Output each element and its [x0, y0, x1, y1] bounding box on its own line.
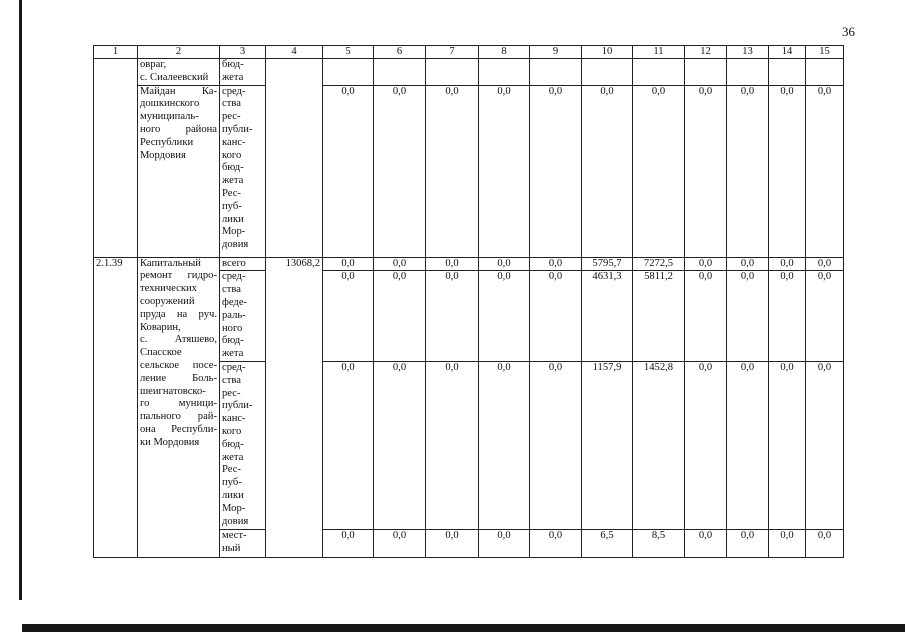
value-cell: 0,0	[323, 529, 374, 557]
source-cell	[220, 361, 266, 529]
value-cell: 0,0	[806, 271, 844, 362]
cell-line: ного	[222, 322, 243, 334]
value-cell	[582, 59, 633, 86]
value-cell: 1157,9	[582, 361, 633, 529]
cell-line: ремонт гидро-	[140, 270, 217, 282]
cell-line: с. Сиалеевский	[140, 71, 209, 83]
value-cell: 0,0	[685, 271, 727, 362]
value-cell	[806, 59, 844, 86]
header-cell: 9	[530, 46, 582, 59]
cell-line: ства	[222, 98, 241, 110]
cell-line: рес-	[222, 111, 241, 123]
value-cell: 0,0	[374, 361, 426, 529]
cell-line: го муници-	[140, 398, 217, 410]
cell-line: публи-	[222, 400, 253, 412]
cell-line: она Республи-	[140, 423, 217, 435]
value-cell: 0,0	[323, 271, 374, 362]
value-cell: 0,0	[685, 529, 727, 557]
header-cell: 1	[94, 46, 138, 59]
value-cell: 0,0	[374, 85, 426, 257]
cell-line: Мор-	[222, 226, 246, 238]
value-cell	[633, 59, 685, 86]
cell-line: Республики	[140, 136, 194, 148]
value-cell: 0,0	[727, 361, 769, 529]
cell-line: пуб-	[222, 200, 242, 212]
item-name-cell	[138, 59, 220, 86]
value-cell: 0,0	[479, 529, 530, 557]
value-cell: 0,0	[426, 257, 479, 271]
value-cell	[685, 59, 727, 86]
header-cell: 8	[479, 46, 530, 59]
cell-line: публи-	[222, 123, 253, 135]
value-cell: 7272,5	[633, 257, 685, 271]
budget-table	[93, 45, 844, 558]
value-cell: 0,0	[727, 257, 769, 271]
value-cell: 0,0	[769, 85, 806, 257]
value-cell: 0,0	[806, 529, 844, 557]
cell-line: всего	[222, 257, 246, 269]
cell-line: сред-	[222, 361, 246, 373]
value-cell: 5811,2	[633, 271, 685, 362]
cell-line: рес-	[222, 387, 241, 399]
value-cell	[323, 59, 374, 86]
value-cell: 0,0	[727, 529, 769, 557]
value-cell: 0,0	[479, 361, 530, 529]
value-cell: 0,0	[530, 529, 582, 557]
value-cell: 0,0	[530, 257, 582, 271]
value-cell: 0,0	[323, 361, 374, 529]
cell-line: ление Боль-	[140, 372, 217, 384]
source-cell	[220, 59, 266, 86]
cell-line: Коварин,	[140, 321, 181, 333]
value-cell: 0,0	[323, 257, 374, 271]
cell-line: раль-	[222, 309, 246, 321]
table-row	[94, 85, 844, 257]
item-name-cell	[138, 257, 220, 557]
header-row	[94, 46, 844, 59]
value-cell: 0,0	[685, 361, 727, 529]
table-row	[94, 59, 844, 86]
value-cell: 0,0	[685, 85, 727, 257]
header-cell: 4	[266, 46, 323, 59]
header-cell: 10	[582, 46, 633, 59]
source-cell	[220, 271, 266, 362]
value-cell: 0,0	[479, 271, 530, 362]
cell-line: довия	[222, 239, 249, 251]
header-cell: 15	[806, 46, 844, 59]
value-cell: 0,0	[426, 361, 479, 529]
value-cell: 0,0	[323, 85, 374, 257]
value-cell: 0,0	[769, 271, 806, 362]
value-cell: 0,0	[426, 529, 479, 557]
cell-line: кого	[222, 149, 242, 161]
cell-line: Мордовия	[140, 149, 186, 161]
cell-line: довия	[222, 515, 249, 527]
value-cell: 0,0	[806, 257, 844, 271]
scan-edge-bottom	[22, 624, 905, 632]
header-cell: 3	[220, 46, 266, 59]
cell-line: пального рай-	[140, 411, 217, 423]
value-cell: 0,0	[530, 361, 582, 529]
value-cell: 0,0	[727, 85, 769, 257]
cell-line: мест-	[222, 529, 247, 541]
value-cell: 0,0	[769, 257, 806, 271]
value-cell: 1452,8	[633, 361, 685, 529]
cell-line: лики	[222, 213, 244, 225]
value-cell: 0,0	[806, 361, 844, 529]
cell-line: технических	[140, 283, 197, 295]
value-cell: 0,0	[769, 361, 806, 529]
cell-line: канс-	[222, 136, 246, 148]
cell-line: ства	[222, 284, 241, 296]
cell-line: ки Мордовия	[140, 436, 200, 448]
value-cell: 0,0	[769, 529, 806, 557]
value-cell: 0,0	[479, 257, 530, 271]
page-number: 36	[842, 24, 855, 39]
header-cell: 5	[323, 46, 374, 59]
cell-line: овраг,	[140, 59, 167, 70]
cell-line: бюд-	[222, 438, 244, 450]
cell-line: Рес-	[222, 464, 241, 476]
cell-line: сооружений	[140, 295, 195, 307]
value-cell: 8,5	[633, 529, 685, 557]
header-cell: 11	[633, 46, 685, 59]
cell-line: сельское посе-	[140, 359, 217, 371]
cell-line: лики	[222, 489, 244, 501]
cell-line: Рес-	[222, 187, 241, 199]
cell-line: Майдан Ка-	[140, 85, 217, 97]
value-cell: 0,0	[530, 271, 582, 362]
cell-line: Спасское	[140, 347, 182, 359]
cell-line: с. Атяшево,	[140, 334, 217, 346]
value-cell: 0,0	[582, 85, 633, 257]
cell-line: ного района	[140, 123, 217, 135]
value-cell: 0,0	[727, 271, 769, 362]
cell-line: ства	[222, 374, 241, 386]
value-cell: 0,0	[426, 271, 479, 362]
value-cell: 0,0	[633, 85, 685, 257]
scan-edge-left	[19, 0, 22, 600]
value-cell	[727, 59, 769, 86]
cell-line: бюд-	[222, 59, 244, 70]
value-cell	[374, 59, 426, 86]
value-cell: 4631,3	[582, 271, 633, 362]
value-cell	[769, 59, 806, 86]
value-cell: 0,0	[374, 271, 426, 362]
value-cell: 5795,7	[582, 257, 633, 271]
cell-line: муниципаль-	[140, 111, 199, 123]
cell-line: сред-	[222, 271, 246, 283]
cell-line: Капитальный	[140, 257, 201, 269]
source-cell	[220, 257, 266, 271]
cell-line: дошкинского	[140, 98, 200, 110]
value-cell: 6,5	[582, 529, 633, 557]
cell-line: жета	[222, 175, 244, 187]
header-cell: 14	[769, 46, 806, 59]
cell-line: жета	[222, 71, 244, 83]
value-cell: 0,0	[479, 85, 530, 257]
table-row	[94, 257, 844, 271]
source-cell	[220, 529, 266, 557]
header-cell: 13	[727, 46, 769, 59]
cell-line: канс-	[222, 413, 246, 425]
header-cell: 12	[685, 46, 727, 59]
value-cell: 0,0	[685, 257, 727, 271]
value-cell	[479, 59, 530, 86]
code-cell: 2.1.39	[94, 257, 138, 557]
cell-line: жета	[222, 451, 244, 463]
value-cell: 0,0	[374, 257, 426, 271]
header-cell: 6	[374, 46, 426, 59]
cell-line: феде-	[222, 296, 248, 308]
cell-line: шеигнатовско-	[140, 385, 206, 397]
cell-line: Мор-	[222, 502, 246, 514]
cell-line: кого	[222, 425, 242, 437]
source-cell	[220, 85, 266, 257]
header-cell: 7	[426, 46, 479, 59]
total-cell	[266, 59, 323, 258]
value-cell	[530, 59, 582, 86]
value-cell: 0,0	[426, 85, 479, 257]
total-cell: 13068,2	[266, 257, 323, 557]
cell-line: бюд-	[222, 162, 244, 174]
cell-line: жета	[222, 348, 244, 360]
item-name-cell	[138, 85, 220, 257]
header-cell: 2	[138, 46, 220, 59]
cell-line: ный	[222, 542, 241, 554]
value-cell: 0,0	[530, 85, 582, 257]
value-cell	[426, 59, 479, 86]
value-cell: 0,0	[374, 529, 426, 557]
code-cell	[94, 59, 138, 258]
value-cell: 0,0	[806, 85, 844, 257]
cell-line: бюд-	[222, 335, 244, 347]
cell-line: пуб-	[222, 477, 242, 489]
cell-line: пруда на руч.	[140, 308, 217, 320]
cell-line: сред-	[222, 85, 246, 97]
